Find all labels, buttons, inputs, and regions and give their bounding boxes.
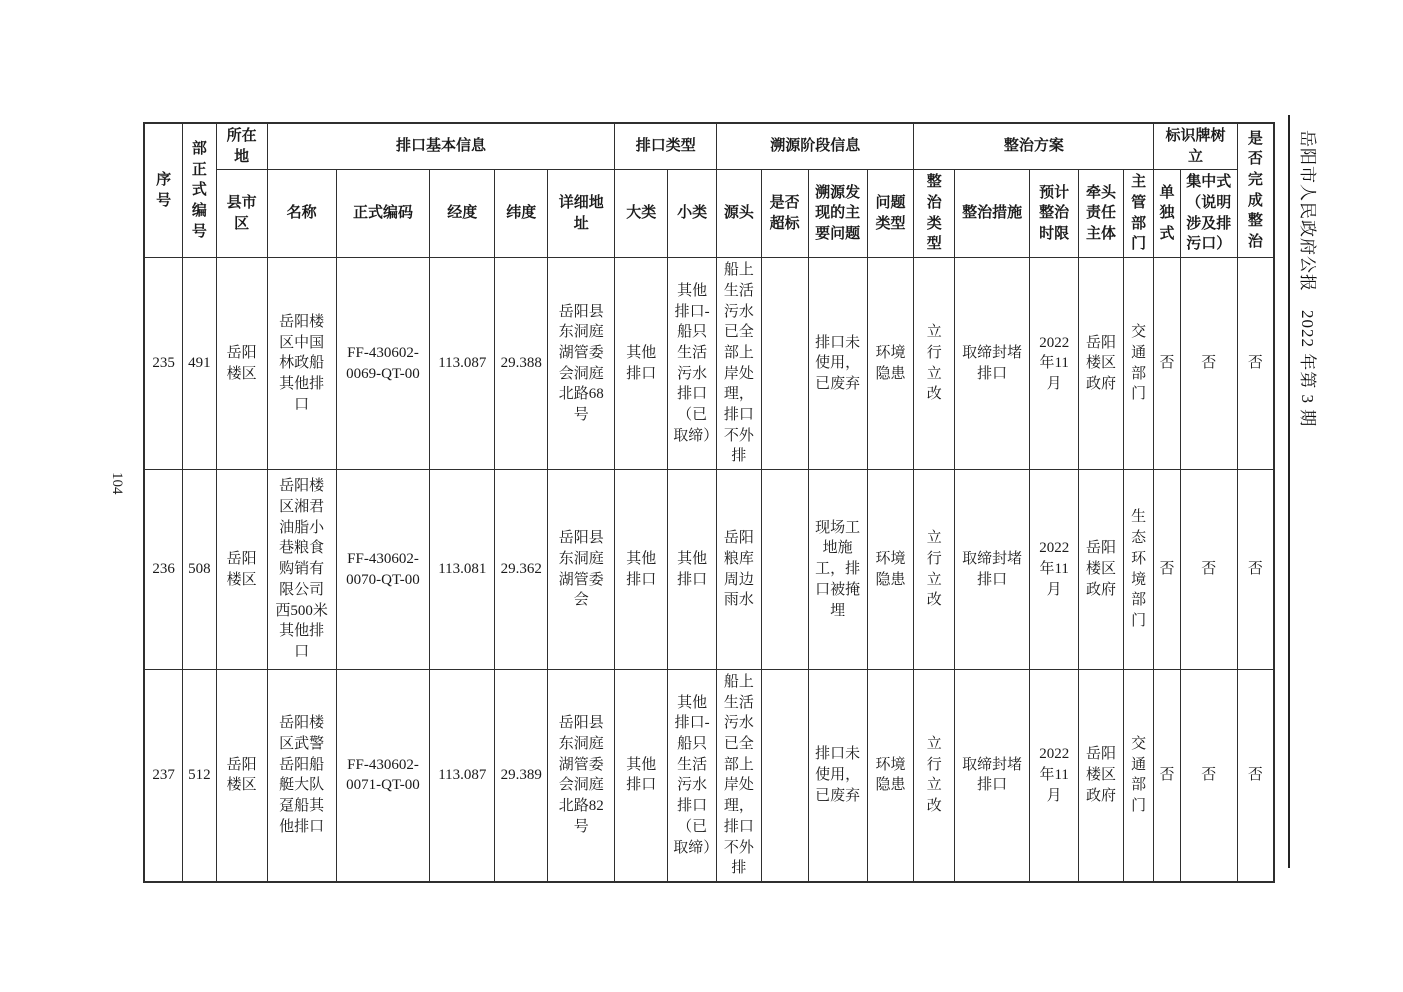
cell-main-problem: 排口未使用，已废弃 bbox=[808, 670, 867, 882]
cell-rect-measure: 取缔封堵排口 bbox=[955, 258, 1030, 470]
col-header-official-code: 正式编码 bbox=[336, 170, 430, 258]
cell-name: 岳阳楼区中国林政船其他排口 bbox=[267, 258, 336, 470]
cell-standalone: 否 bbox=[1154, 470, 1180, 670]
cell-rect-deadline: 2022年11月 bbox=[1030, 670, 1079, 882]
header-row-groups bbox=[144, 123, 1274, 170]
cell-latitude: 29.362 bbox=[495, 470, 548, 670]
cell-standalone: 否 bbox=[1154, 258, 1180, 470]
cell-address: 岳阳县东洞庭湖管委会洞庭北路68号 bbox=[548, 258, 615, 470]
group-header-basic-info: 排口基本信息 bbox=[267, 123, 615, 170]
col-header-problem-type: 问题类型 bbox=[867, 170, 914, 258]
col-header-exceed: 是否超标 bbox=[761, 170, 808, 258]
header-row-columns bbox=[144, 170, 1274, 258]
cell-main-problem: 排口未使用，已废弃 bbox=[808, 258, 867, 470]
gazette-title-sidebar: 岳阳市人民政府公报 2022 年第 3 期 bbox=[1298, 130, 1317, 428]
group-header-outlet-type: 排口类型 bbox=[615, 123, 717, 170]
cell-problem-type: 环境隐患 bbox=[867, 470, 914, 670]
cell-exceed bbox=[761, 258, 808, 470]
col-header-dept: 主管部门 bbox=[1123, 170, 1154, 258]
cell-lead-body: 岳阳楼区政府 bbox=[1079, 258, 1124, 470]
cell-official-code: FF-430602-0071-QT-00 bbox=[336, 670, 430, 882]
cell-longitude: 113.081 bbox=[430, 470, 495, 670]
col-header-standalone: 单独式 bbox=[1154, 170, 1180, 258]
discharge-outlet-table bbox=[143, 122, 1275, 883]
cell-lead-body: 岳阳楼区政府 bbox=[1079, 670, 1124, 882]
table-row bbox=[144, 258, 1274, 470]
cell-rect-type: 立行立改 bbox=[914, 670, 955, 882]
col-header-location: 所在地 bbox=[216, 123, 267, 170]
col-header-rect-measure: 整治措施 bbox=[955, 170, 1030, 258]
cell-district: 岳阳楼区 bbox=[216, 670, 267, 882]
col-header-source: 源头 bbox=[717, 170, 762, 258]
group-header-sign-setup: 标识牌树立 bbox=[1154, 123, 1237, 170]
table-row bbox=[144, 470, 1274, 670]
cell-problem-type: 环境隐患 bbox=[867, 670, 914, 882]
cell-address: 岳阳县东洞庭湖管委会 bbox=[548, 470, 615, 670]
cell-ministry-code: 491 bbox=[183, 258, 217, 470]
cell-rect-type: 立行立改 bbox=[914, 470, 955, 670]
cell-centralized: 否 bbox=[1180, 470, 1237, 670]
col-header-lead-body: 牵头责任主体 bbox=[1079, 170, 1124, 258]
col-header-seq: 序号 bbox=[144, 123, 183, 258]
cell-major-type: 其他排口 bbox=[615, 670, 668, 882]
cell-rect-measure: 取缔封堵排口 bbox=[955, 470, 1030, 670]
group-header-rectification-plan: 整治方案 bbox=[914, 123, 1154, 170]
sidebar-divider-rule bbox=[1288, 115, 1290, 868]
col-header-centralized: 集中式（说明涉及排污口） bbox=[1180, 170, 1237, 258]
cell-problem-type: 环境隐患 bbox=[867, 258, 914, 470]
cell-rect-deadline: 2022年11月 bbox=[1030, 258, 1079, 470]
cell-name: 岳阳楼区湘君油脂小巷粮食购销有限公司西500米其他排口 bbox=[267, 470, 336, 670]
col-header-district: 县市区 bbox=[216, 170, 267, 258]
cell-standalone: 否 bbox=[1154, 670, 1180, 882]
cell-ministry-code: 512 bbox=[183, 670, 217, 882]
cell-district: 岳阳楼区 bbox=[216, 258, 267, 470]
cell-exceed bbox=[761, 670, 808, 882]
cell-district: 岳阳楼区 bbox=[216, 470, 267, 670]
cell-completed: 否 bbox=[1237, 470, 1274, 670]
cell-longitude: 113.087 bbox=[430, 670, 495, 882]
cell-rect-type: 立行立改 bbox=[914, 258, 955, 470]
cell-ministry-code: 508 bbox=[183, 470, 217, 670]
cell-rect-measure: 取缔封堵排口 bbox=[955, 670, 1030, 882]
col-header-main-problem: 溯源发现的主要问题 bbox=[808, 170, 867, 258]
cell-source: 岳阳粮库周边雨水 bbox=[717, 470, 762, 670]
cell-centralized: 否 bbox=[1180, 670, 1237, 882]
cell-official-code: FF-430602-0069-QT-00 bbox=[336, 258, 430, 470]
cell-seq: 235 bbox=[144, 258, 183, 470]
cell-latitude: 29.389 bbox=[495, 670, 548, 882]
cell-completed: 否 bbox=[1237, 670, 1274, 882]
cell-seq: 236 bbox=[144, 470, 183, 670]
cell-seq: 237 bbox=[144, 670, 183, 882]
col-header-latitude: 纬度 bbox=[495, 170, 548, 258]
col-header-completed: 是否完成整治 bbox=[1237, 123, 1274, 258]
cell-major-type: 其他排口 bbox=[615, 258, 668, 470]
cell-name: 岳阳楼区武警岳阳船艇大队趸船其他排口 bbox=[267, 670, 336, 882]
page-number: 104 bbox=[109, 472, 125, 495]
cell-dept: 交通部门 bbox=[1123, 258, 1154, 470]
cell-exceed bbox=[761, 470, 808, 670]
group-header-tracing-info: 溯源阶段信息 bbox=[717, 123, 914, 170]
cell-official-code: FF-430602-0070-QT-00 bbox=[336, 470, 430, 670]
cell-rect-deadline: 2022年11月 bbox=[1030, 470, 1079, 670]
col-header-address: 详细地址 bbox=[548, 170, 615, 258]
cell-completed: 否 bbox=[1237, 258, 1274, 470]
cell-address: 岳阳县东洞庭湖管委会洞庭北路82号 bbox=[548, 670, 615, 882]
cell-dept: 交通部门 bbox=[1123, 670, 1154, 882]
col-header-ministry-code: 部正式编号 bbox=[183, 123, 217, 258]
cell-source: 船上生活污水已全部上岸处理，排口不外排 bbox=[717, 258, 762, 470]
col-header-rect-deadline: 预计整治时限 bbox=[1030, 170, 1079, 258]
col-header-rect-type: 整治类型 bbox=[914, 170, 955, 258]
col-header-major-type: 大类 bbox=[615, 170, 668, 258]
col-header-minor-type: 小类 bbox=[668, 170, 717, 258]
cell-centralized: 否 bbox=[1180, 258, 1237, 470]
table-row bbox=[144, 670, 1274, 882]
cell-main-problem: 现场工地施工，排口被掩埋 bbox=[808, 470, 867, 670]
cell-source: 船上生活污水已全部上岸处理，排口不外排 bbox=[717, 670, 762, 882]
cell-lead-body: 岳阳楼区政府 bbox=[1079, 470, 1124, 670]
cell-major-type: 其他排口 bbox=[615, 470, 668, 670]
col-header-name: 名称 bbox=[267, 170, 336, 258]
cell-minor-type: 其他排口 bbox=[668, 470, 717, 670]
cell-longitude: 113.087 bbox=[430, 258, 495, 470]
col-header-longitude: 经度 bbox=[430, 170, 495, 258]
cell-minor-type: 其他排口-船只生活污水排口（已取缔） bbox=[668, 670, 717, 882]
cell-dept: 生态环境部门 bbox=[1123, 470, 1154, 670]
cell-minor-type: 其他排口-船只生活污水排口（已取缔） bbox=[668, 258, 717, 470]
cell-latitude: 29.388 bbox=[495, 258, 548, 470]
